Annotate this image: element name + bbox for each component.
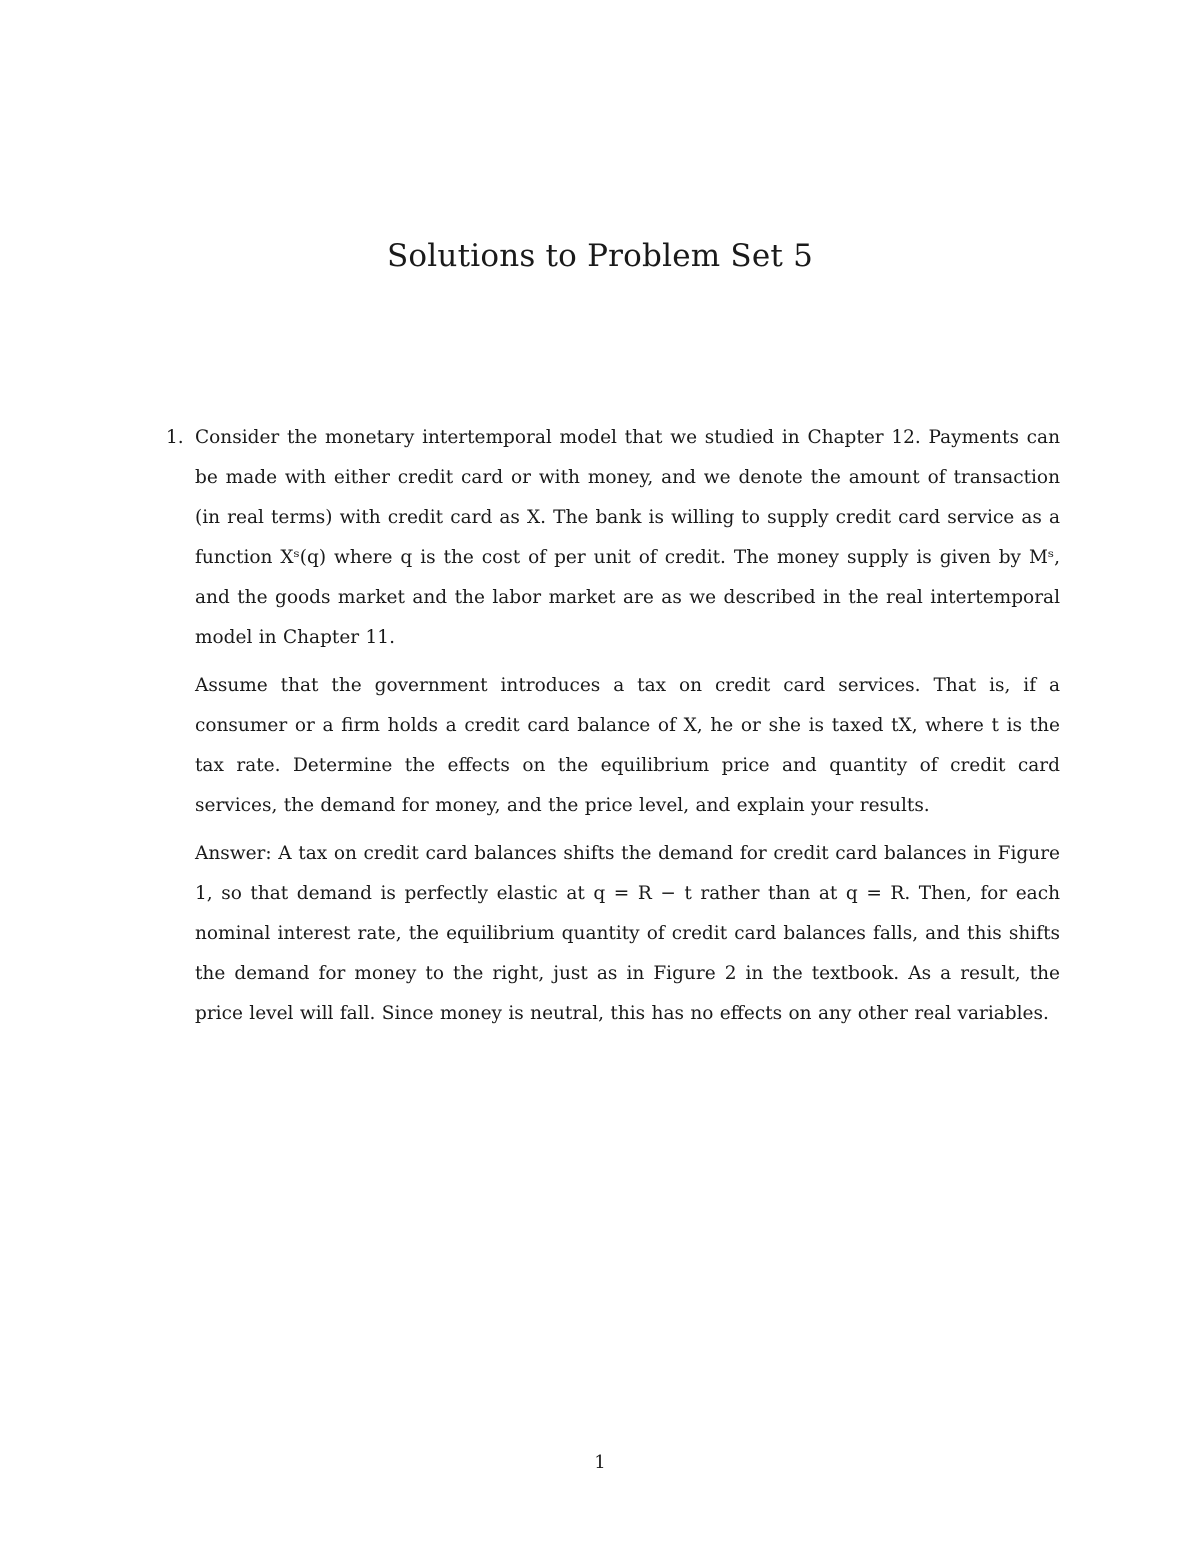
page-number: 1 [594,1452,606,1473]
document-title: Solutions to Problem Set 5 [386,238,814,274]
question-paragraph-2: Assume that the government introduces a tax on credit card services. That is, if a consumer or a firm holds a credit card balance of X, he or she is taxed tX, where t is the tax rate. Determine the effects on the equilibrium price and quantity of credit card services, the demand for money, and the price level, and explain your results. [195,675,1060,816]
problem-body [195,418,1060,1042]
question-paragraph-1: Consider the monetary intertemporal model that we studied in Chapter 12. Payments can be made with either credit card or with money, and we denote the amount of transaction (in real terms) with credit card as X. The bank is willing to supply credit card service as a function Xˢ(q) where q is the cost of per unit of credit. The money supply is given by Mˢ, and the goods market and the labor market are as we described in the real intertemporal model in Chapter 11. [195,427,1060,648]
problem-number: 1. [166,427,184,448]
answer-paragraph: Answer: A tax on credit card balances shifts the demand for credit card balances in Figure 1, so that demand is perfectly elastic at q = R − t rather than at q = R. Then, for each nominal interest rate, the equilibrium quantity of credit card balances falls, and this shifts the demand for money to the right, just as in Figure 2 in the textbook. As a result, the price level will fall. Since money is neutral, this has no effects on any other real variables. [195,843,1060,1024]
